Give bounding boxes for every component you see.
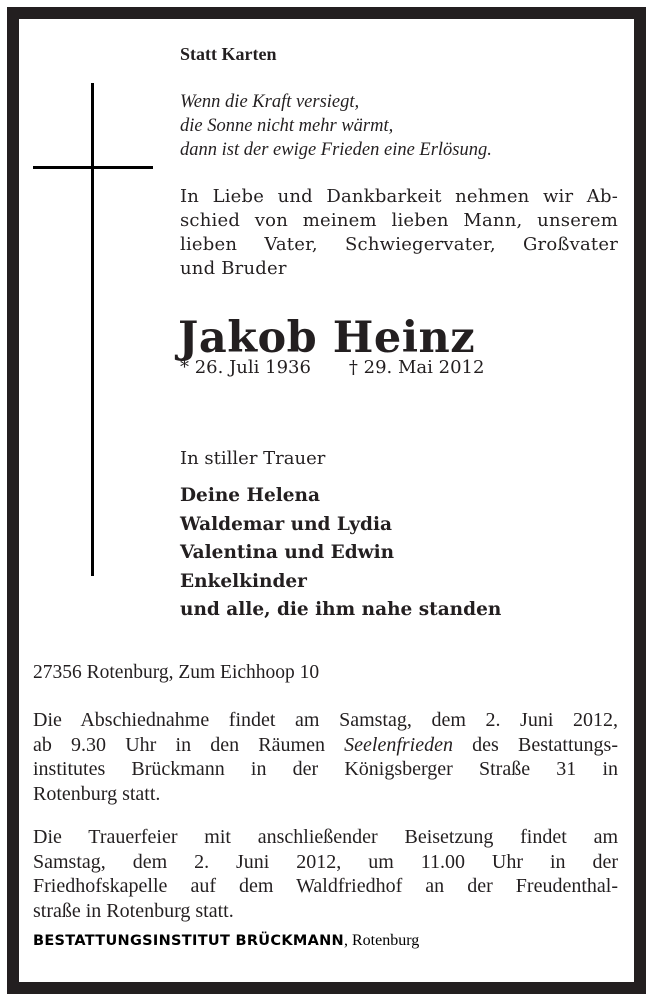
header-statt-karten: Statt Karten (180, 44, 277, 64)
mourner: Waldemar und Lydia (180, 513, 392, 535)
mourner: Valentina und Edwin (180, 542, 395, 563)
family-address: 27356 Rotenburg, Zum Eichhoop 10 (33, 662, 320, 683)
death-date: † 29. Mai 2012 (348, 357, 485, 378)
funeral-paragraph (33, 825, 618, 923)
intro-paragraph (180, 185, 618, 281)
funeral-home-city: , Rotenburg (343, 932, 420, 949)
cross-icon-horizontal-bar (33, 166, 153, 169)
birth-date: * 26. Juli 1936 (180, 357, 311, 378)
deceased-name: Jakob Heinz (178, 313, 476, 363)
text: des Bestattungs- (452, 733, 618, 756)
mourners-list (180, 482, 501, 625)
life-dates (180, 357, 484, 378)
mourner: und alle, die ihm nahe standen (180, 599, 502, 620)
farewell-line: institutes Brückmann in der Königsberger Straße 31 in (33, 758, 618, 780)
funeral-line: Friedhofskapelle auf dem Waldfriedhof an der Freudenthal- (33, 875, 618, 897)
farewell-paragraph (33, 708, 618, 806)
funeral-home-logo-text: BESTATTUNGSINSTITUT BRÜCKMANN (33, 933, 344, 949)
intro-line: und Bruder (180, 258, 287, 279)
mourner: Deine Helena (180, 485, 320, 506)
funeral-home-credit (33, 932, 419, 950)
farewell-line: Die Abschiednahme findet am Samstag, dem 2. Juni 2012, (33, 709, 618, 731)
funeral-line: straße in Rotenburg statt. (33, 899, 234, 922)
mourning-label: In stiller Trauer (180, 448, 326, 469)
farewell-line (33, 733, 618, 758)
cross-icon-vertical-bar (91, 83, 94, 576)
funeral-line: Samstag, dem 2. Juni 2012, um 11.00 Uhr in der (33, 850, 618, 873)
poem-line: dann ist der ewige Frieden eine Erlösung. (180, 140, 492, 160)
intro-line: In Liebe und Dankbarkeit nehmen wir Ab- (180, 186, 618, 207)
intro-line: lieben Vater, Schwiegervater, Großvater (180, 234, 618, 255)
venue-name: Seelenfrieden (344, 733, 453, 756)
intro-line: schied von meinem lieben Mann, unserem (180, 210, 618, 231)
poem-line: die Sonne nicht mehr wärmt, (180, 116, 394, 136)
funeral-line: Die Trauerfeier mit anschließender Beisetzung findet am (33, 826, 618, 848)
poem-line: Wenn die Kraft versiegt, (180, 92, 360, 112)
text: ab 9.30 Uhr in den Räumen (33, 733, 345, 756)
farewell-line: Rotenburg statt. (33, 782, 161, 805)
poem (180, 90, 492, 162)
mourner: Enkelkinder (180, 570, 307, 592)
